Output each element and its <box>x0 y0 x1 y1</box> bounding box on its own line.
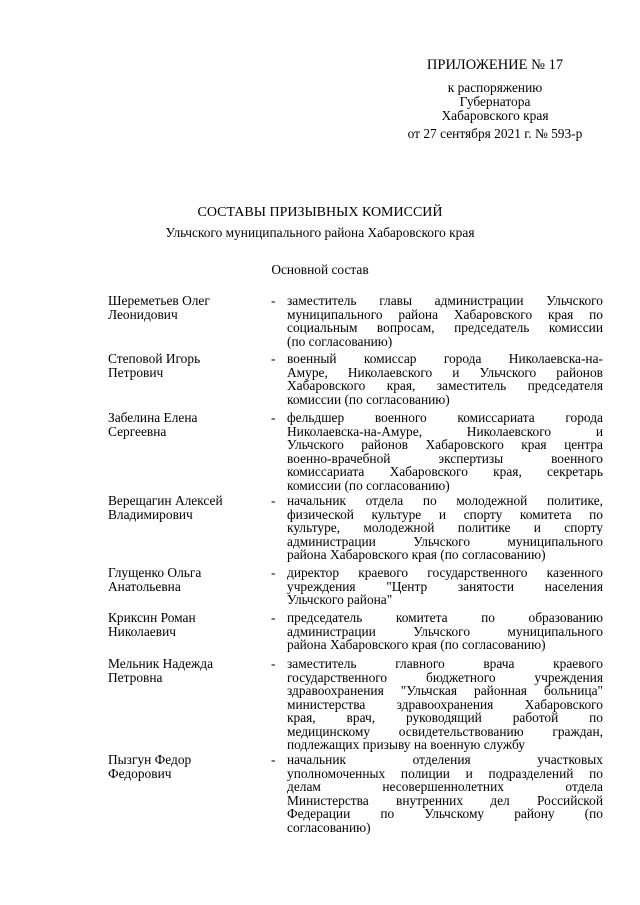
member-name-line: Петрович <box>108 364 164 380</box>
member-name <box>108 294 273 321</box>
member-description-line: согласованию) <box>287 819 371 835</box>
member-description-line: начальник отделения участковых <box>287 752 603 767</box>
member-name <box>108 753 273 780</box>
member-description <box>287 753 603 834</box>
member-name-line: Сергеевна <box>108 423 167 439</box>
member-name-line: Забелина Елена <box>108 410 198 425</box>
member-description-line: заместитель главного врача краевого <box>287 656 603 671</box>
member-name-line: Владимирович <box>108 506 193 522</box>
member-name <box>108 657 273 684</box>
member-description-line: учреждения "Центр занятости населения <box>287 578 603 594</box>
member-name-line: Анатольевна <box>108 578 181 594</box>
member-description <box>287 566 603 607</box>
document-title: СОСТАВЫ ПРИЗЫВНЫХ КОМИССИЙ <box>197 205 443 220</box>
member-description-line: фельдшер военного комиссариата города <box>287 410 603 425</box>
member-dash: - <box>271 610 276 625</box>
member-description <box>287 494 603 562</box>
member-description-line: директор краевого государственного казенного <box>287 565 603 580</box>
appendix-line-3: Хабаровского края <box>441 108 549 123</box>
appendix-number: ПРИЛОЖЕНИЕ № 17 <box>426 57 564 73</box>
member-dash: - <box>271 565 276 580</box>
member-description-line: медицинскому освидетельствованию граждан, <box>287 723 603 739</box>
member-name <box>108 352 273 379</box>
member-dash: - <box>271 351 276 366</box>
member-description-line: района Хабаровского края (по согласованию) <box>287 547 546 562</box>
member-description-line: военно-врачебной экспертизы военного <box>287 450 603 466</box>
member-description-line: делам несовершеннолетних отдела <box>287 779 603 794</box>
member-description <box>287 294 603 348</box>
member-name-line: Федорович <box>108 765 172 781</box>
member-description-line: государственного бюджетного учреждения <box>287 669 603 685</box>
appendix-line-2: Губернатора <box>459 94 531 109</box>
member-name-line: Глущенко Ольга <box>108 565 202 580</box>
member-dash: - <box>271 293 276 308</box>
member-description-line: культуре, молодежной политике и спорту <box>287 520 603 535</box>
member-description-line: администрации Ульчского муниципального <box>287 623 603 639</box>
member-description <box>287 657 603 752</box>
member-description-line: Амуре, Николаевского и Ульчского районов <box>287 364 603 380</box>
member-description <box>287 411 603 492</box>
member-description-line: муниципального района Хабаровского края по <box>287 306 603 322</box>
member-name-line: Верещагин Алексей <box>108 493 223 508</box>
appendix-line-1: к распоряжению <box>447 80 543 95</box>
appendix-block <box>380 58 610 141</box>
member-description-line: комиссии (по согласованию) <box>287 477 450 493</box>
member-description-line: Федерации по Ульчскому району (по <box>287 806 603 821</box>
member-description-line: председатель комитета по образованию <box>287 610 603 625</box>
member-description-line: района Хабаровского края (по согласованию) <box>287 637 546 652</box>
member-name-line: Степовой Игорь <box>108 351 201 366</box>
member-name-line: Пызгун Федор <box>108 752 192 767</box>
member-name <box>108 566 273 593</box>
member-dash: - <box>271 493 276 508</box>
member-description-line: комиссии (по согласованию) <box>287 391 450 407</box>
member-description-line: военный комиссар города Николаевска-на- <box>287 351 603 366</box>
member-name-line: Шереметьев Олег <box>108 293 210 308</box>
document-subtitle: Ульчского муниципального района Хабаровского края <box>165 225 475 240</box>
member-description-line: администрации Ульчского муниципального <box>287 533 603 549</box>
member-description-line: Министерства внутренних дел Российской <box>287 792 603 808</box>
appendix-date-line: от 27 сентября 2021 г. № 593-р <box>407 126 583 141</box>
member-name-line: Петровна <box>108 669 163 685</box>
member-name <box>108 611 273 638</box>
member-description-line: Хабаровского края, заместитель председателя <box>287 378 603 393</box>
member-description-line: здравоохранения "Ульчская районная больница" <box>287 683 603 698</box>
member-name-line: Мельник Надежда <box>108 656 214 671</box>
member-description <box>287 352 603 406</box>
member-description <box>287 611 603 652</box>
member-name-line: Николаевич <box>108 623 176 639</box>
member-dash: - <box>271 410 276 425</box>
member-dash: - <box>271 656 276 671</box>
section-heading: Основной состав <box>271 262 369 277</box>
member-name <box>108 411 273 438</box>
member-description-line: комиссариата Хабаровского края, секретарь <box>287 464 603 479</box>
member-name-line: Криксин Роман <box>108 610 196 625</box>
member-dash: - <box>271 752 276 767</box>
member-description-line: министерства здравоохранения Хабаровского <box>287 696 603 712</box>
member-description-line: края, врач, руководящий работой по <box>287 710 603 725</box>
member-description-line: уполномоченных полиции и подразделений по <box>287 765 603 781</box>
member-description-line: подлежащих призыву на военную службу <box>287 737 525 752</box>
member-description-line: заместитель главы администрации Ульчского <box>287 293 603 308</box>
member-description-line: физической культуре и спорту комитета по <box>287 506 603 522</box>
member-name <box>108 494 273 521</box>
member-description-line: (по согласованию) <box>287 333 393 349</box>
member-description-line: Ульчского района" <box>287 592 393 607</box>
member-description-line: социальным вопросам, председатель комиссии <box>287 320 603 335</box>
member-description-line: Ульчского районов Хабаровского края центра <box>287 437 603 452</box>
member-name-line: Леонидович <box>108 306 178 322</box>
member-description-line: начальник отдела по молодежной политике, <box>287 493 603 508</box>
member-description-line: Николаевска-на-Амуре, Николаевского и <box>287 423 603 439</box>
